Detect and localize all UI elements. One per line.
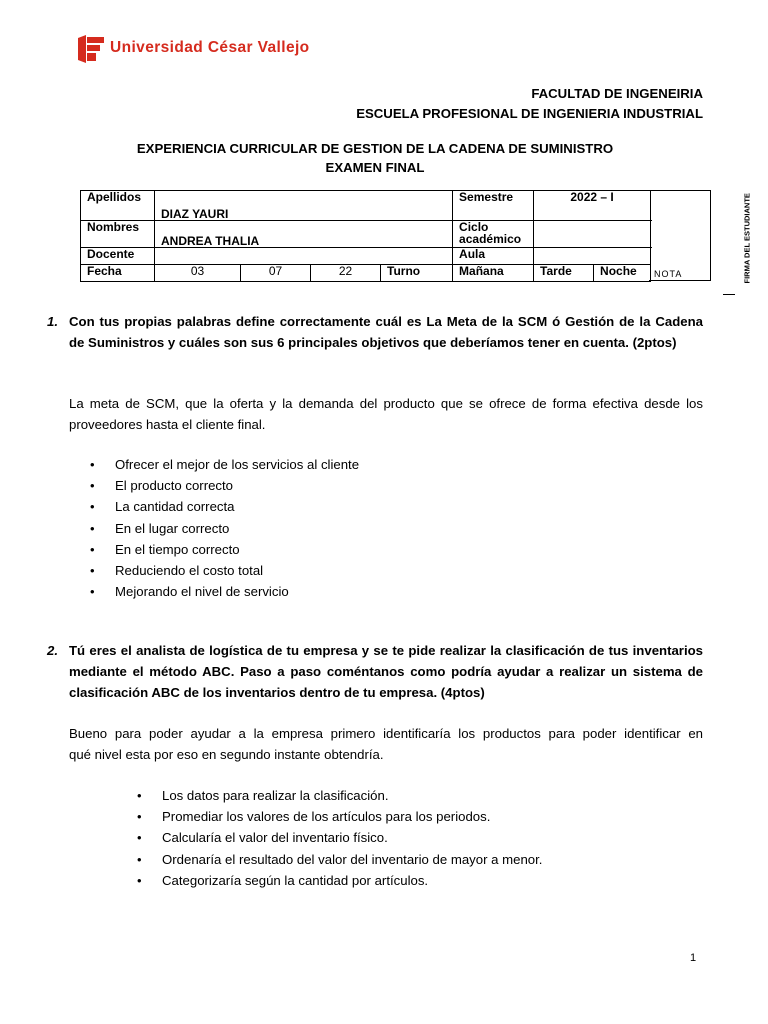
logo-wordmark: Universidad César Vallejo <box>110 39 310 56</box>
list-item: • Los datos para realizar la clasificación. <box>162 785 542 806</box>
q2-answer-line-2: qué nivel esta por eso en segundo instante obtendría. <box>69 747 384 763</box>
turno-option-tarde: Tarde <box>534 265 594 282</box>
fecha-label: Fecha <box>81 265 155 282</box>
school-title: ESCUELA PROFESIONAL DE INGENIERIA INDUSTRIAL <box>356 106 703 121</box>
q2-number: 2. <box>47 643 58 658</box>
list-item: • Categorizaría según la cantidad por artículos. <box>162 870 542 891</box>
list-item: • Promediar los valores de los artículos para los periodos. <box>162 806 542 827</box>
list-item: • En el tiempo correcto <box>115 539 359 560</box>
nombres-label: Nombres <box>81 221 155 248</box>
university-logo <box>76 34 310 64</box>
turno-option-noche: Noche <box>594 265 651 282</box>
q1-answer-line-2: proveedores hasta el cliente final. <box>69 417 266 433</box>
nombres-value: ANDREA THALIA <box>155 221 453 248</box>
apellidos-label: Apellidos <box>81 191 155 221</box>
q1-number: 1. <box>47 314 58 329</box>
firma-line <box>723 294 735 295</box>
exam-title: EXAMEN FINAL <box>325 160 425 175</box>
q2-line-1: Tú eres el analista de logística de tu empresa y se te pide realizar la clasificación de tus inventarios <box>69 643 703 658</box>
q1-objectives-list <box>115 454 359 602</box>
q1-line-2: de Suministros y cuáles son sus 6 principales objetivos que deberíamos tener en cuenta. (2ptos) <box>69 335 677 351</box>
list-item: • La cantidad correcta <box>115 496 359 517</box>
aula-value <box>534 248 651 265</box>
q2-line-2: mediante el método ABC. Paso a paso coméntanos como podría ayudar a realizar un sistema de <box>69 664 703 680</box>
docente-value <box>155 248 453 265</box>
nota-box <box>649 190 711 281</box>
docente-label: Docente <box>81 248 155 265</box>
ciclo-label: Ciclo académico <box>453 221 534 248</box>
q1-question <box>69 311 703 353</box>
fecha-year: 22 <box>311 265 381 282</box>
q2-line-3: clasificación ABC de los inventarios dentro de tu empresa. (4ptos) <box>69 685 485 701</box>
nota-label: NOTA <box>654 269 683 279</box>
fecha-month: 07 <box>241 265 311 282</box>
list-item: • Ofrecer el mejor de los servicios al cliente <box>115 454 359 475</box>
turno-option-manana: Mañana <box>453 265 534 282</box>
list-item: • En el lugar correcto <box>115 518 359 539</box>
aula-label: Aula <box>453 248 534 265</box>
q2-steps-list <box>162 785 542 891</box>
semestre-label: Semestre <box>453 191 534 221</box>
page-number: 1 <box>690 952 697 964</box>
list-item: • Calcularía el valor del inventario físico. <box>162 827 542 848</box>
ciclo-value <box>534 221 651 248</box>
q2-answer-line-1: Bueno para poder ayudar a la empresa primero identificaría los productos para poder identificar en <box>69 726 703 741</box>
list-item: • Reduciendo el costo total <box>115 560 359 581</box>
apellidos-value: DIAZ YAURI <box>155 191 453 221</box>
student-info-table <box>80 190 651 282</box>
fecha-day: 03 <box>155 265 241 282</box>
firma-estudiante-label: FIRMA DEL ESTUDIANTE <box>742 193 752 284</box>
q2-question <box>69 640 703 704</box>
q1-answer-line-1: La meta de SCM, que la oferta y la demanda del producto que se ofrece de forma efectiva desde los <box>69 396 703 411</box>
q1-answer <box>69 393 703 435</box>
q2-answer <box>69 723 703 765</box>
course-title: EXPERIENCIA CURRICULAR DE GESTION DE LA CADENA DE SUMINISTRO <box>136 141 614 156</box>
list-item: • Ordenaría el resultado del valor del inventario de mayor a menor. <box>162 849 542 870</box>
semestre-value: 2022 – I <box>534 191 651 221</box>
list-item: • El producto correcto <box>115 475 359 496</box>
faculty-title: FACULTAD DE INGENEIRIA <box>531 86 703 101</box>
q1-line-1: Con tus propias palabras define correctamente cuál es La Meta de la SCM ó Gestión de la Cadena <box>69 314 703 329</box>
ucv-emblem-icon <box>76 34 106 64</box>
list-item: • Mejorando el nivel de servicio <box>115 581 359 602</box>
turno-label: Turno <box>381 265 453 282</box>
